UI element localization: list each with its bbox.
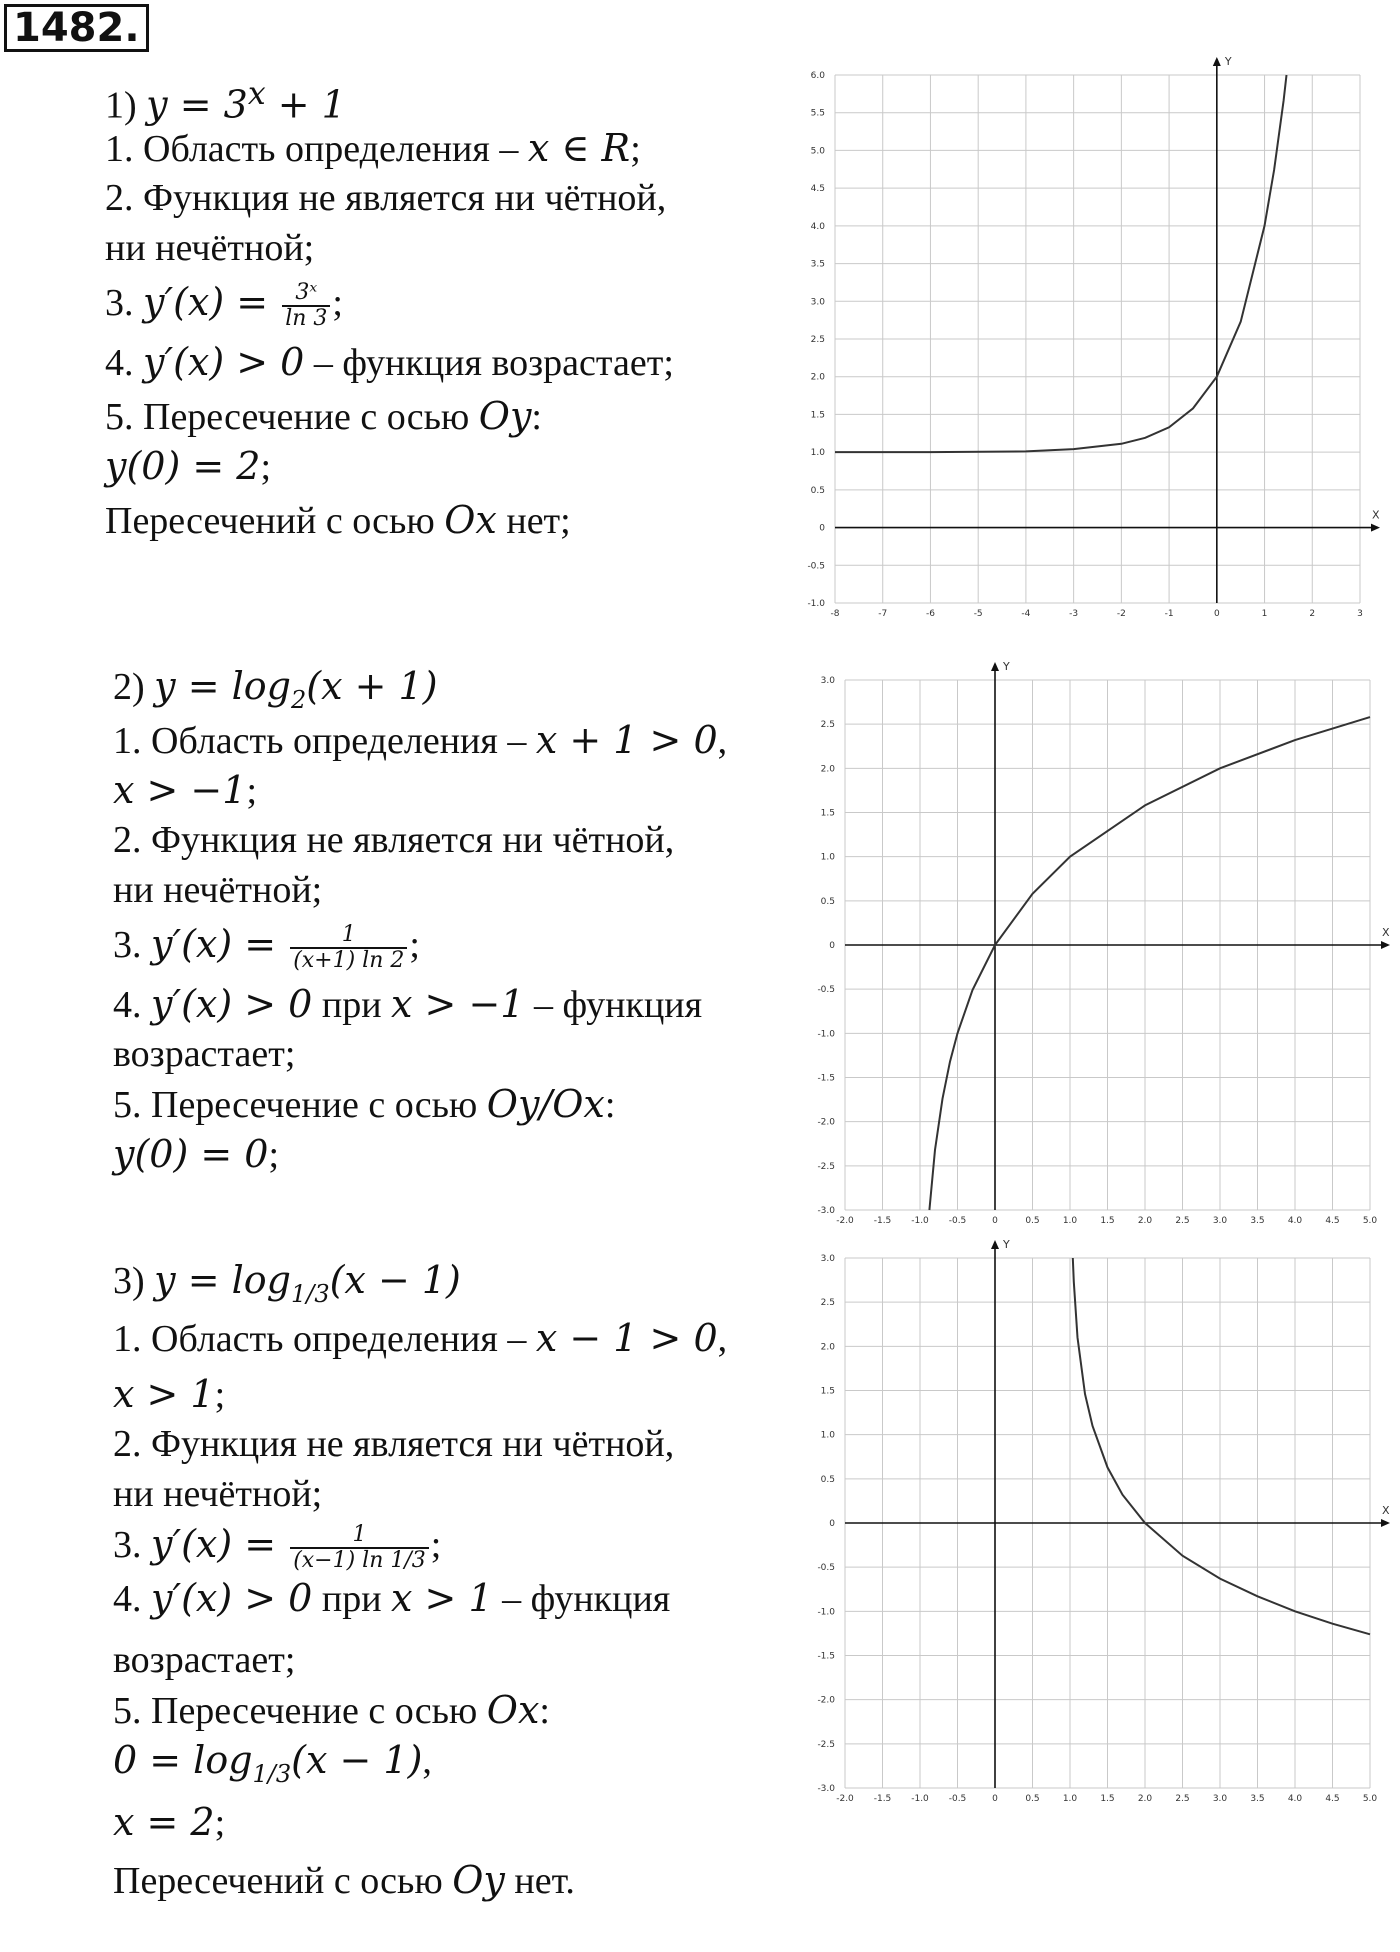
part3-line-9: [113, 1688, 550, 1733]
line-text-tail: нет;: [496, 500, 571, 542]
y-tick-label: 4.0: [810, 221, 825, 232]
part2-line-8: [113, 1032, 295, 1076]
line-text-tail: :: [539, 1690, 550, 1732]
x-tick-label: -2: [1116, 609, 1126, 619]
line-text: 4.: [105, 342, 143, 384]
part3-line-5: [113, 1472, 322, 1516]
math-expression: Oy: [478, 394, 532, 438]
math-expression: Oy/Ox: [486, 1082, 605, 1126]
line-text-tail: ;: [246, 770, 258, 812]
x-tick-label: 2: [1309, 609, 1316, 619]
y-tick-label: -0.5: [807, 561, 825, 572]
x-tick-label: 3.0: [1212, 1794, 1228, 1804]
x-tick-label: 3: [1357, 609, 1363, 619]
x-tick-label: 2.0: [1137, 1216, 1153, 1226]
y-tick-label: 5.5: [810, 108, 825, 119]
y-tick-label: 1.0: [810, 448, 825, 459]
line-text: 2): [113, 666, 155, 708]
x-tick-label: 1.5: [1100, 1216, 1115, 1226]
superscript: x: [247, 76, 266, 112]
fraction-denominator: (x−1) ln 1/3: [293, 1548, 426, 1574]
subscript: 1/3: [290, 1279, 330, 1308]
line-text: Пересечений с осью: [105, 500, 445, 542]
part1-line-3: [105, 176, 666, 220]
part1-line-6: [105, 340, 674, 385]
x-tick-label: -1.5: [873, 1216, 892, 1226]
fraction: [290, 923, 407, 973]
x-tick-label: -3: [1069, 609, 1079, 619]
y-tick-label: 1.5: [820, 808, 835, 819]
x-tick-label: -1.5: [873, 1794, 892, 1804]
part1-line-8: [105, 444, 271, 489]
subscript-wrap: [290, 1279, 330, 1308]
y-tick-label: -2.5: [817, 1739, 835, 1750]
x-tick-label: 0.5: [1025, 1794, 1040, 1804]
line-text: ни нечётной;: [113, 869, 323, 911]
y-tick-label: 2.0: [810, 372, 825, 383]
line-text: 2. Функция не является ни чётной,: [113, 819, 675, 861]
y-axis-arrow: [1213, 57, 1221, 66]
y-tick-label: 6.0: [810, 71, 825, 81]
part3-line-4: [113, 1422, 674, 1466]
line-text-tail: ;: [409, 924, 420, 966]
y-tick-label: 1.0: [820, 852, 835, 863]
line-text: 3.: [105, 282, 143, 324]
x-tick-label: 5.0: [1362, 1216, 1378, 1226]
x-tick-label: -8: [830, 609, 840, 619]
part3-line-7: [113, 1576, 670, 1621]
x-axis-label: X: [1382, 926, 1390, 939]
y-tick-label: 0.5: [820, 896, 835, 907]
part2-line-2: [113, 718, 727, 763]
line-text: 1. Область определения –: [113, 1318, 536, 1360]
y-tick-label: -0.5: [817, 985, 835, 996]
part3-line-8: [113, 1638, 295, 1682]
y-tick-label: -1.0: [807, 599, 825, 609]
x-axis-arrow: [1381, 941, 1390, 949]
y-tick-label: 5.0: [810, 146, 825, 157]
line-text: 3): [113, 1260, 155, 1302]
part1-line-1: [105, 72, 346, 128]
y-tick-label: -0.5: [817, 1563, 835, 1574]
line-text-tail: ,: [717, 720, 728, 762]
y-tick-label: -1.5: [817, 1651, 835, 1662]
line-text: 5. Пересечение с осью: [113, 1690, 487, 1732]
line-text-tail: ;: [630, 128, 641, 170]
line-text-tail: ,: [422, 1740, 432, 1782]
x-tick-label: -7: [878, 609, 888, 619]
math-expression: y′(x) > 0: [151, 1576, 313, 1620]
function-curve: [1073, 1258, 1370, 1634]
line-text: ни нечётной;: [105, 227, 315, 269]
x-tick-label: 0.5: [1025, 1216, 1040, 1226]
graph-svg: [805, 655, 1400, 1240]
math-expression: x > 1: [391, 1576, 493, 1620]
line-text-tail: – функция: [492, 1578, 671, 1620]
math-expression-tail: + 1: [265, 82, 346, 127]
math-expression: Ox: [444, 498, 497, 542]
line-text-tail: нет.: [504, 1860, 575, 1902]
part3-line-3: [113, 1372, 225, 1417]
fraction-numerator: 3ˣ: [282, 281, 330, 307]
line-text: ни нечётной;: [113, 1473, 323, 1515]
y-tick-label: -3.0: [817, 1206, 835, 1216]
math-expression: x ∈ R: [527, 126, 631, 170]
math-expression: y(0) = 2: [105, 444, 261, 488]
x-tick-label: 4.0: [1287, 1216, 1303, 1226]
y-axis-label: Y: [1003, 1240, 1010, 1251]
y-tick-label: 2.5: [810, 335, 825, 345]
x-tick-label: -5: [973, 609, 983, 619]
part2-line-9: [113, 1082, 615, 1127]
line-text: 3.: [113, 924, 151, 966]
line-text-tail: ;: [332, 282, 343, 324]
x-tick-label: -2.0: [836, 1216, 854, 1226]
y-tick-label: 0.5: [810, 485, 825, 496]
math-expression: y′(x) > 0: [143, 340, 305, 384]
y-tick-label: 2.0: [820, 1342, 835, 1353]
x-axis-arrow: [1371, 524, 1380, 532]
line-text: 1): [105, 84, 147, 127]
part1-line-2: [105, 126, 641, 171]
line-text: 5. Пересечение с осью: [113, 1084, 487, 1126]
x-tick-label: 0: [1213, 609, 1220, 619]
x-tick-label: -1: [1164, 609, 1174, 619]
line-text-tail: ;: [260, 446, 272, 488]
math-expression-tail: (x − 1): [291, 1738, 423, 1782]
math-expression: y′(x) =: [143, 280, 281, 324]
math-expression: y = 3: [146, 82, 248, 127]
line-text: 2. Функция не является ни чётной,: [105, 177, 667, 219]
math-expression: y = log: [154, 1258, 291, 1302]
fraction-denominator: ln 3: [285, 306, 328, 332]
part1-line-9: [105, 498, 571, 543]
part3-line-12: [113, 1858, 575, 1903]
part1-line-7: [105, 394, 542, 439]
fraction-numerator: 1: [290, 1523, 429, 1549]
y-tick-label: 3.0: [820, 676, 835, 686]
graph-exponential: [805, 55, 1400, 630]
subscript: 2: [290, 685, 307, 714]
line-text-tail: при: [312, 984, 392, 1026]
part3-line-11: [113, 1800, 225, 1845]
y-tick-label: 0: [819, 523, 825, 534]
part2-line-10: [113, 1132, 279, 1177]
graph-svg: [805, 55, 1400, 630]
x-tick-label: 2.0: [1137, 1794, 1153, 1804]
y-tick-label: -2.0: [817, 1117, 835, 1128]
y-tick-label: 1.5: [810, 410, 825, 421]
part3-line-6: [113, 1522, 441, 1573]
x-tick-label: 4.0: [1287, 1794, 1303, 1804]
graph-svg: [805, 1240, 1400, 1820]
y-tick-label: -3.0: [817, 1784, 835, 1794]
part3-line-2: [113, 1316, 727, 1361]
y-tick-label: 4.5: [810, 184, 825, 195]
y-tick-label: 1.0: [820, 1430, 835, 1441]
part2-line-7: [113, 982, 702, 1027]
fraction-denominator: (x+1) ln 2: [293, 948, 405, 974]
math-expression-tail: (x − 1): [329, 1258, 461, 1302]
y-tick-label: -1.0: [817, 1607, 835, 1618]
part2-line-5: [113, 868, 322, 912]
x-tick-label: 2.5: [1175, 1216, 1190, 1226]
math-expression: Oy: [452, 1858, 505, 1902]
line-text-tail: :: [531, 396, 542, 438]
part1-line-4: [105, 226, 314, 270]
math-expression: y′(x) =: [151, 922, 289, 966]
math-expression-tail: (x + 1): [306, 664, 438, 708]
y-tick-label: 2.5: [820, 1298, 835, 1309]
subscript: 1/3: [252, 1759, 292, 1788]
y-tick-label: -2.0: [817, 1695, 835, 1706]
y-axis-arrow: [991, 1240, 999, 1249]
line-text-tail: – функция возрастает;: [304, 342, 674, 384]
part3-line-1: [113, 1258, 461, 1317]
math-expression: x + 1 > 0: [535, 718, 718, 762]
y-tick-label: -1.0: [817, 1029, 835, 1040]
y-tick-label: 3.5: [810, 259, 825, 270]
y-tick-label: 3.0: [810, 297, 825, 308]
line-text-tail: – функция: [524, 984, 703, 1026]
y-tick-label: 0: [829, 1519, 835, 1529]
part1-line-5: [105, 280, 343, 331]
line-text-tail: ;: [214, 1802, 226, 1844]
x-tick-label: 1.0: [1062, 1794, 1078, 1804]
fraction: [282, 281, 330, 331]
math-expression: x > −1: [113, 768, 247, 812]
x-axis-label: X: [1382, 1504, 1390, 1517]
line-text-tail: ;: [430, 1524, 442, 1566]
line-text-tail: :: [604, 1084, 616, 1126]
line-text-tail: ;: [268, 1134, 280, 1176]
y-axis-label: Y: [1003, 660, 1010, 673]
y-tick-label: 0.5: [820, 1474, 835, 1485]
x-tick-label: 1.0: [1062, 1216, 1078, 1226]
x-tick-label: -4: [1021, 609, 1031, 619]
x-tick-label: 2.5: [1175, 1794, 1190, 1804]
line-text-tail: ;: [214, 1374, 226, 1416]
x-tick-label: -1.0: [911, 1216, 929, 1226]
graph-log-one-third: [805, 1240, 1400, 1820]
x-tick-label: 0: [992, 1794, 998, 1804]
fraction: [290, 1523, 429, 1573]
part3-line-10: [113, 1738, 432, 1797]
part2-line-6: [113, 922, 420, 973]
line-text: возрастает;: [113, 1639, 296, 1681]
x-tick-label: 4.5: [1325, 1794, 1340, 1804]
x-tick-label: -1.0: [911, 1794, 929, 1804]
line-text: 5. Пересечение с осью: [105, 396, 479, 438]
x-tick-label: -6: [925, 609, 935, 619]
math-expression: x > 1: [113, 1372, 215, 1416]
line-text-tail: при: [312, 1578, 392, 1620]
y-tick-label: 2.0: [820, 764, 835, 775]
math-expression: y = log: [154, 664, 291, 708]
y-tick-label: -1.5: [817, 1073, 835, 1084]
part2-line-4: [113, 818, 674, 862]
math-expression: 0 = log: [113, 1738, 253, 1782]
math-expression: x = 2: [113, 1800, 215, 1844]
line-text: 1. Область определения –: [113, 720, 536, 762]
part2-line-1: [113, 664, 438, 723]
subscript-wrap: [252, 1759, 292, 1788]
line-text: 4.: [113, 984, 151, 1026]
y-tick-label: -2.5: [817, 1161, 835, 1172]
line-text: 1. Область определения –: [105, 128, 528, 170]
line-text: 2. Функция не является ни чётной,: [113, 1423, 675, 1465]
line-text: 3.: [113, 1524, 151, 1566]
x-tick-label: 5.0: [1362, 1794, 1378, 1804]
x-tick-label: 1: [1261, 609, 1268, 619]
x-tick-label: 3.0: [1212, 1216, 1228, 1226]
y-axis-arrow: [991, 662, 999, 671]
math-expression: x > −1: [391, 982, 525, 1026]
x-tick-label: 3.5: [1250, 1216, 1265, 1226]
math-expression: y′(x) =: [151, 1522, 289, 1566]
line-text: Пересечений с осью: [113, 1860, 453, 1902]
y-tick-label: 1.5: [820, 1386, 835, 1397]
y-tick-label: 2.5: [820, 720, 835, 731]
y-tick-label: 0: [829, 941, 835, 951]
x-tick-label: 0: [992, 1216, 998, 1226]
fraction-numerator: 1: [290, 923, 407, 949]
x-tick-label: 3.5: [1250, 1794, 1265, 1804]
problem-number: 1482.: [4, 4, 149, 52]
math-expression: y′(x) > 0: [151, 982, 313, 1026]
subscript-wrap: [290, 685, 307, 714]
line-text: возрастает;: [113, 1033, 296, 1075]
graph-log2: [805, 655, 1400, 1240]
x-tick-label: 1.5: [1100, 1794, 1115, 1804]
y-axis-label: Y: [1224, 55, 1232, 68]
x-tick-label: -0.5: [948, 1794, 967, 1804]
x-axis-label: X: [1372, 508, 1380, 522]
x-axis-arrow: [1381, 1519, 1390, 1527]
math-expression: y(0) = 0: [113, 1132, 269, 1176]
x-tick-label: 4.5: [1325, 1216, 1340, 1226]
x-tick-label: -2.0: [836, 1794, 854, 1804]
line-text-tail: ,: [717, 1318, 728, 1360]
math-expression: Ox: [486, 1688, 540, 1732]
y-tick-label: 3.0: [820, 1254, 835, 1264]
superscript-wrap: [248, 76, 266, 111]
math-expression: x − 1 > 0: [535, 1316, 718, 1360]
x-tick-label: -0.5: [948, 1216, 967, 1226]
line-text: 4.: [113, 1578, 151, 1620]
part2-line-3: [113, 768, 257, 813]
